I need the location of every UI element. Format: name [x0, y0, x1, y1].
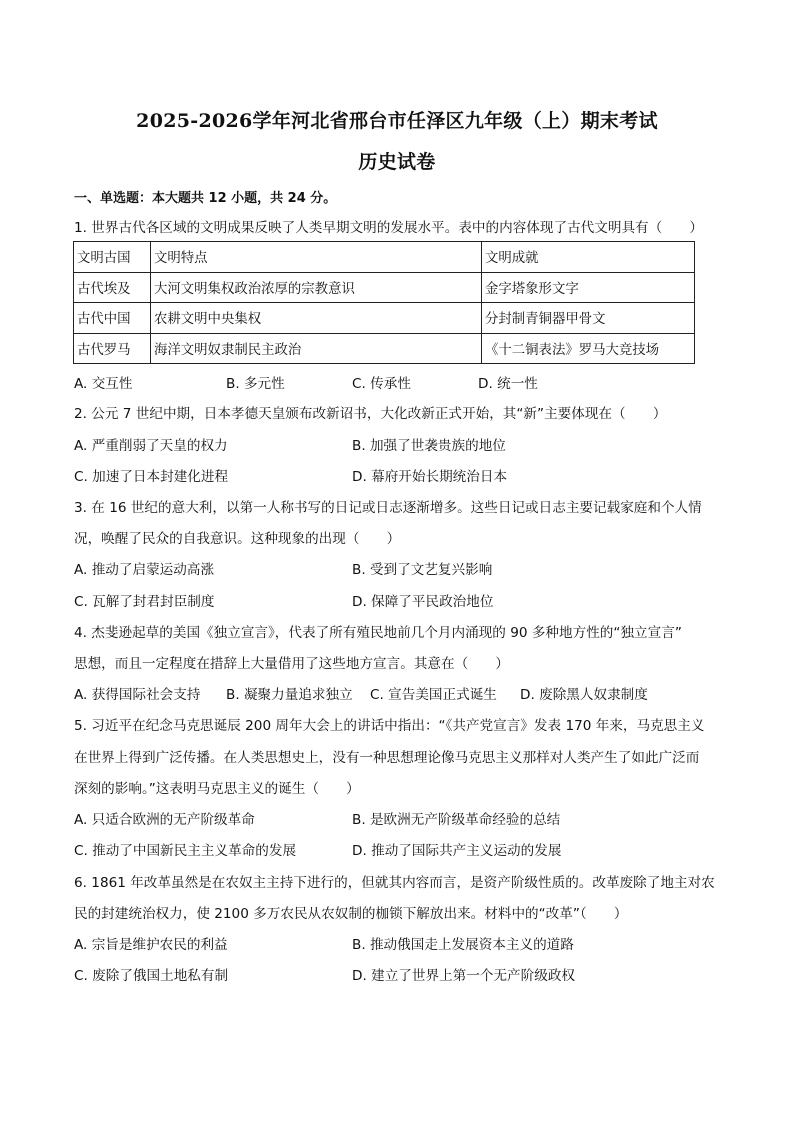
table-cell: 金字塔象形文字: [482, 272, 695, 303]
question-4-text-line-1: 4. 杰斐逊起草的美国《独立宣言》，代表了所有殖民地前几个月内涌现的 90 多种地方性的“独立宣言”: [74, 625, 682, 641]
exam-title: 2025-2026学年河北省邢台市任泽区九年级（上）期末考试: [136, 110, 658, 132]
q6-option-c[interactable]: C. 废除了俄国土地私有制: [74, 968, 229, 984]
question-1-text: 1. 世界古代各区域的文明成果反映了人类早期文明的发展水平。表中的内容体现了古代文明具有（ ）: [74, 220, 704, 236]
q3-option-c[interactable]: C. 瓦解了封君封臣制度: [74, 594, 215, 610]
question-5-text-line-3: 深刻的影响。”这表明马克思主义的诞生（ ）: [74, 781, 360, 797]
question-6-text-line-1: 6. 1861 年改革虽然是在农奴主主持下进行的，但就其内容而言，是资产阶级性质的。改革废除了地主对农: [74, 875, 715, 891]
q5-option-c[interactable]: C. 推动了中国新民主主义革命的发展: [74, 843, 297, 859]
table-cell: 海洋文明奴隶制民主政治: [151, 333, 482, 364]
q4-option-c[interactable]: C. 宣告美国正式诞生: [370, 687, 497, 703]
table-row: [74, 333, 695, 364]
q2-option-a[interactable]: A. 严重削弱了天皇的权力: [74, 438, 228, 454]
table-header-cell: 文明特点: [151, 242, 482, 273]
q3-option-b[interactable]: B. 受到了文艺复兴影响: [352, 562, 493, 578]
q1-option-c[interactable]: C. 传承性: [352, 376, 411, 392]
q6-option-d[interactable]: D. 建立了世界上第一个无产阶级政权: [352, 968, 576, 984]
q5-option-a[interactable]: A. 只适合欧洲的无产阶级革命: [74, 812, 255, 828]
table-cell: 分封制青铜器甲骨文: [482, 303, 695, 334]
q5-option-b[interactable]: B. 是欧洲无产阶级革命经验的总结: [352, 812, 561, 828]
q6-option-b[interactable]: B. 推动俄国走上发展资本主义的道路: [352, 937, 574, 953]
table-cell: 古代罗马: [74, 333, 151, 364]
section-heading: 一、单选题：本大题共 12 小题，共 24 分。: [74, 191, 337, 206]
table-cell: 大河文明集权政治浓厚的宗教意识: [151, 272, 482, 303]
table-cell: 古代中国: [74, 303, 151, 334]
q1-option-d[interactable]: D. 统一性: [478, 376, 538, 392]
exam-subtitle: 历史试卷: [358, 151, 436, 173]
table-cell: 《十二铜表法》罗马大竞技场: [482, 333, 695, 364]
table-header-cell: 文明成就: [482, 242, 695, 273]
question-5-text-line-1: 5. 习近平在纪念马克思诞辰 200 周年大会上的讲话中指出：“《共产党宣言》发表 170 年来，马克思主义: [74, 718, 705, 734]
q4-option-a[interactable]: A. 获得国际社会支持: [74, 687, 201, 703]
q3-option-d[interactable]: D. 保障了平民政治地位: [352, 594, 494, 610]
q4-option-d[interactable]: D. 废除黑人奴隶制度: [520, 687, 648, 703]
table-header-cell: 文明古国: [74, 242, 151, 273]
q5-option-d[interactable]: D. 推动了国际共产主义运动的发展: [352, 843, 562, 859]
table-row: [74, 272, 695, 303]
question-3-text-line-2: 况，唤醒了民众的自我意识。这种现象的出现（ ）: [74, 531, 401, 547]
q3-option-a[interactable]: A. 推动了启蒙运动高涨: [74, 562, 215, 578]
table-row: [74, 303, 695, 334]
q2-option-d[interactable]: D. 幕府开始长期统治日本: [352, 469, 508, 485]
q1-option-b[interactable]: B. 多元性: [226, 376, 285, 392]
question-2-text: 2. 公元 7 世纪中期，日本孝德天皇颁布改新诏书，大化改新正式开始，其“新”主要体现在（ ）: [74, 406, 667, 422]
table-header-row: [74, 242, 695, 273]
q4-option-b[interactable]: B. 凝聚力量追求独立: [226, 687, 353, 703]
table-cell: 古代埃及: [74, 272, 151, 303]
question-4-text-line-2: 思想，而且一定程度在措辞上大量借用了这些地方宣言。其意在（ ）: [74, 656, 509, 672]
table-cell: 农耕文明中央集权: [151, 303, 482, 334]
q2-option-b[interactable]: B. 加强了世袭贵族的地位: [352, 438, 506, 454]
civilization-table: [73, 241, 695, 364]
question-5-text-line-2: 在世界上得到广泛传播。在人类思想史上，没有一种思想理论像马克思主义那样对人类产生了如此广泛而: [74, 750, 700, 766]
q1-option-a[interactable]: A. 交互性: [74, 376, 133, 392]
question-3-text-line-1: 3. 在 16 世纪的意大利，以第一人称书写的日记或日志逐渐增多。这些日记或日志主要记载家庭和个人情: [74, 500, 702, 516]
question-6-text-line-2: 民的封建统治权力，使 2100 多万农民从农奴制的枷锁下解放出来。材料中的“改革”（ ）: [74, 906, 628, 922]
q6-option-a[interactable]: A. 宗旨是维护农民的利益: [74, 937, 228, 953]
q2-option-c[interactable]: C. 加速了日本封建化进程: [74, 469, 229, 485]
